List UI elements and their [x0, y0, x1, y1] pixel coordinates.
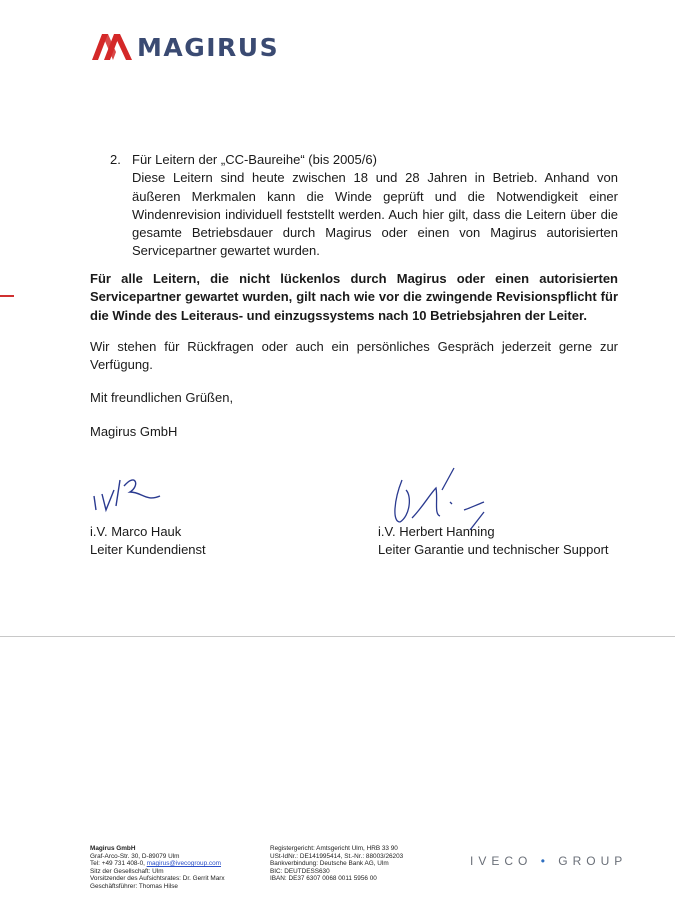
footer-register: Registergericht: Amtsgericht Ulm, HRB 33 90: [270, 845, 398, 852]
company-name: Magirus GmbH: [90, 424, 178, 439]
iveco-word: IVECO: [470, 854, 533, 868]
brand-name: MAGIRUS: [137, 32, 280, 62]
signatory-left-role: Leiter Kundendienst: [90, 542, 206, 557]
item-number: 2.: [110, 152, 121, 167]
group-word: GROUP: [558, 854, 628, 868]
numbered-item: [110, 151, 618, 261]
footer-email-link[interactable]: magirus@ivecogroup.com: [146, 860, 222, 868]
footer-address: Graf-Arco-Str. 30, D-89079 Ulm: [90, 852, 180, 860]
bold-paragraph: Für alle Leitern, die nicht lückenlos durch Magirus oder einen autorisierten Servicepartner gewartet wurden, gilt nach wie vor die zwingende Revisionspflicht für die Winde des Leiteraus- und einzugssystems nach 10 Betriebsjahren der Leiter.: [90, 271, 618, 323]
item-heading: Für Leitern der „CC-Baureihe“ (bis 2005/6): [132, 152, 377, 167]
item-body: Diese Leitern sind heute zwischen 18 und 28 Jahren in Betrieb. Anhand von äußeren Merkmalen kann die Winde geprüft und die Notwendigkeit einer Windenrevision individuell feststellt werden. Auch hier gilt, dass die Leitern über die gesamte Betriebsdauer durch Magirus oder einen von Magirus autorisierten Servicepartner gewartet wurden.: [132, 170, 618, 259]
dot-icon: •: [540, 854, 550, 868]
footer-seat: Sitz der Gesellschaft: Ulm: [90, 867, 164, 875]
footer-middle: [270, 845, 403, 883]
signatory-right-role: Leiter Garantie und technischer Support: [378, 542, 609, 557]
signatory-right-name: i.V. Herbert Hanning: [378, 524, 495, 539]
footer-iban: IBAN: DE37 6307 0068 0011 5956 00: [270, 875, 377, 883]
margin-mark: [0, 295, 14, 297]
iveco-group-logo: [470, 854, 627, 868]
signatory-left-name: i.V. Marco Hauk: [90, 524, 182, 539]
magirus-mark-icon: [92, 34, 132, 60]
fold-line: [0, 636, 675, 637]
contact-paragraph: Wir stehen für Rückfragen oder auch ein persönliches Gespräch jederzeit gerne zur Verfügung.: [90, 339, 618, 373]
footer-bic: BIC: DEUTDESS630: [270, 867, 330, 875]
signatory-left: [90, 523, 206, 559]
footer-contact: [90, 860, 225, 868]
signature-left: [90, 466, 170, 516]
footer-ust: USt-IdNr.: DE141995414, St.-Nr.: 88003/26203: [270, 852, 404, 860]
greeting: Mit freundlichen Grüßen,: [90, 390, 234, 405]
footer-left: [90, 845, 225, 891]
footer-chair: Vorsitzender des Aufsichtsrates: Dr. Gerrit Marx: [90, 875, 225, 883]
magirus-logo: [92, 34, 279, 60]
footer-ceo: Geschäftsführer: Thomas Hilse: [90, 882, 178, 890]
footer-company: Magirus GmbH: [90, 845, 136, 852]
footer-bank: Bankverbindung: Deutsche Bank AG, Ulm: [270, 860, 389, 868]
signatory-right: [378, 523, 609, 559]
signature-right: [388, 460, 498, 530]
footer-tel: Tel: +49 731 408-0,: [90, 860, 147, 868]
